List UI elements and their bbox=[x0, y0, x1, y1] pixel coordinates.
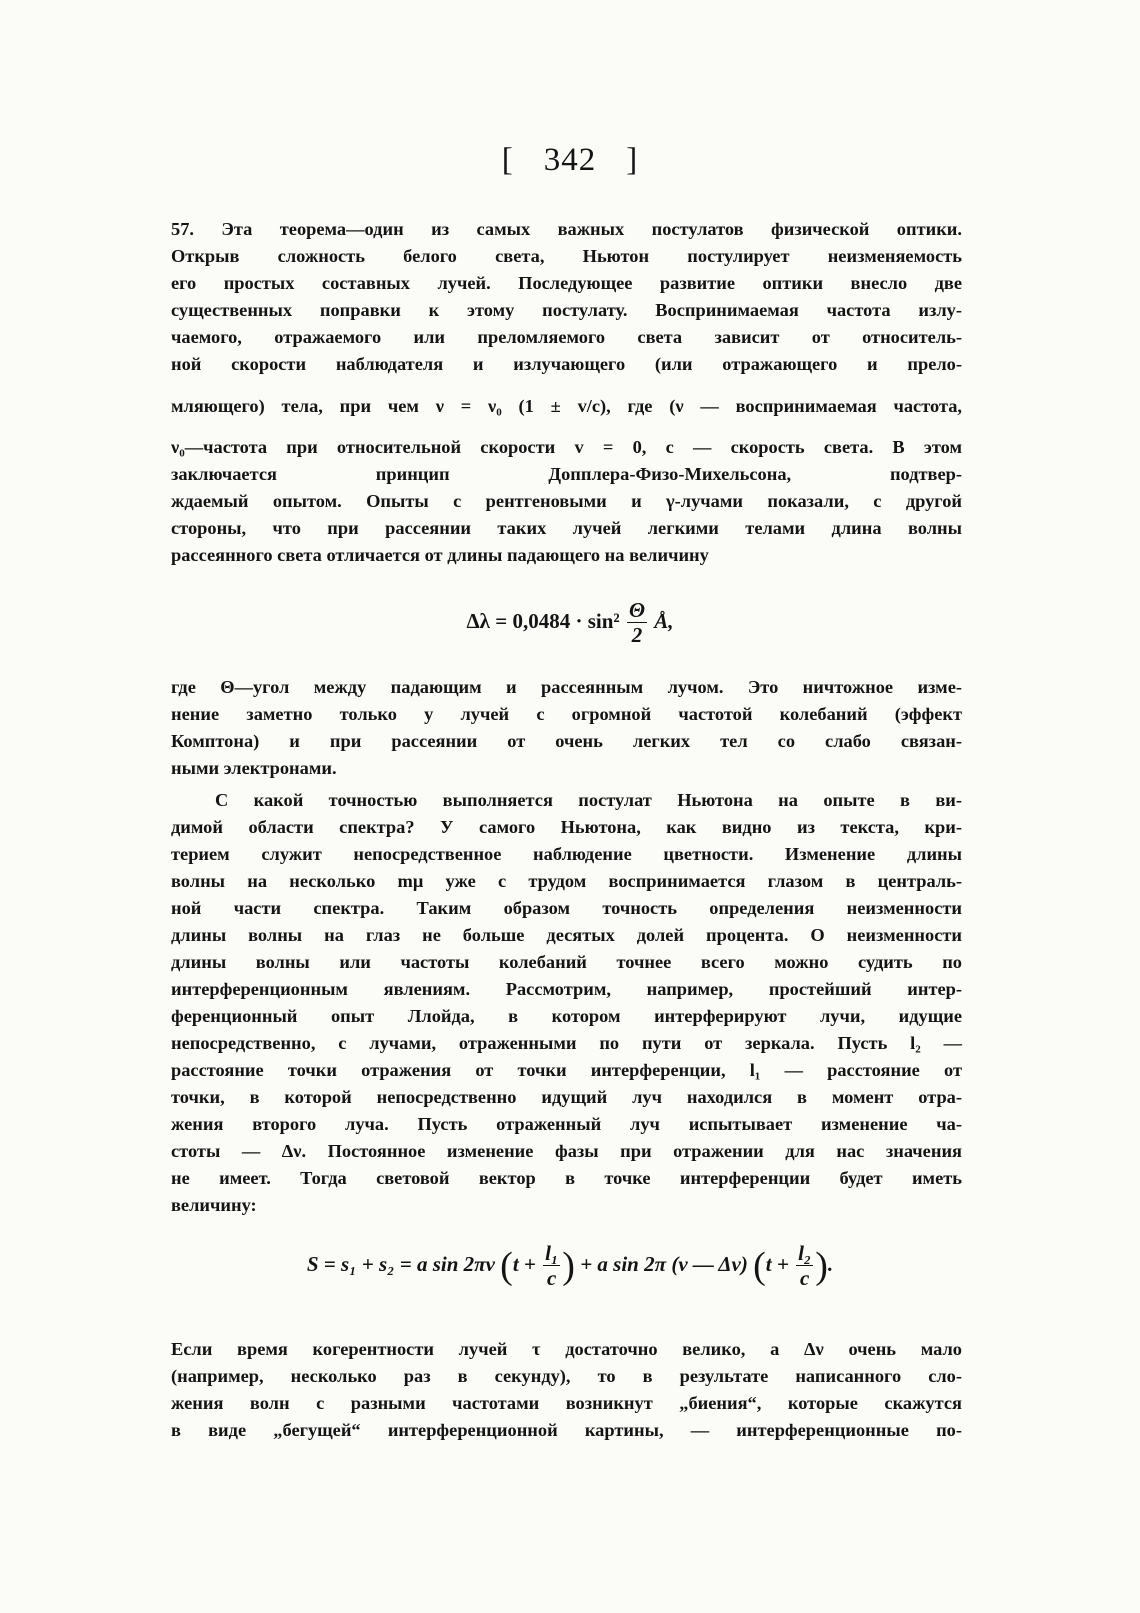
text-line: стороны, что при рассеянии таких лучей легкими телами длина волны bbox=[171, 518, 962, 538]
text-line: расстояние точки отражения от точки интерференции, l₁ — расстояние от bbox=[171, 1060, 962, 1080]
text-line: его простых составных лучей. Последующее развитие оптики внесло две bbox=[171, 273, 962, 293]
paragraph-4 bbox=[171, 1336, 962, 1444]
text-line: Открыв сложность белого света, Ньютон постулирует неизменяемость bbox=[171, 246, 962, 266]
text-line: ными электронами. bbox=[171, 758, 337, 778]
paren-open: ( bbox=[753, 1245, 766, 1287]
formula-light-vector bbox=[0, 1243, 1140, 1289]
text-line: ференционный опыт Ллойда, в котором интерферируют лучи, идущие bbox=[171, 1006, 962, 1026]
text-line: непосредственно, с лучами, отраженными по пути от зеркала. Пусть l₂ — bbox=[171, 1033, 962, 1053]
text-line: мляющего) тела, при чем ν = ν₀ (1 ± v/c), где (ν — воспринимаемая частота, bbox=[171, 396, 962, 416]
formula-compton-shift bbox=[0, 600, 1140, 646]
formula-unit: Å, bbox=[654, 608, 674, 633]
text-line: существенных поправки к этому постулату. Воспринимаемая частота излу- bbox=[171, 300, 962, 320]
text-line: (например, несколько раз в секунду), то в результате написанного сло- bbox=[171, 1366, 962, 1386]
formula-fraction bbox=[627, 600, 647, 646]
text-line: где Θ—угол между падающим и рассеянным лучом. Это ничтожное изме- bbox=[171, 677, 962, 697]
text-line: жения волн с разными частотами возникнут „биения“, которые скажутся bbox=[171, 1393, 962, 1413]
text-line: интерференционным явлениям. Рассмотрим, например, простейший интер- bbox=[171, 979, 962, 999]
text-line: длины волны или частоты колебаний точнее всего можно судить по bbox=[171, 952, 962, 972]
text-line: Комптона) и при рассеянии от очень легких тел со слабо связан- bbox=[171, 731, 962, 751]
paren-open: ( bbox=[500, 1245, 513, 1287]
text-line: С какой точностью выполняется постулат Ньютона на опыте в ви- bbox=[215, 790, 962, 810]
page-number-value: 342 bbox=[543, 142, 597, 178]
fraction-denominator: c bbox=[547, 1266, 557, 1290]
text-line: заключается принцип Допплера-Физо-Михельсона, подтвер- bbox=[171, 464, 962, 484]
bracket-right: ] bbox=[626, 142, 639, 178]
formula-end: . bbox=[827, 1251, 834, 1276]
fraction-numerator: l₂ bbox=[798, 1241, 812, 1265]
paren-close: ) bbox=[815, 1245, 828, 1287]
page-number bbox=[0, 142, 1140, 179]
text-line: волны на несколько mμ уже с трудом воспринимается глазом в централь- bbox=[171, 871, 962, 891]
formula-part-1: S = s₁ + s₂ = a sin 2πν bbox=[306, 1251, 495, 1276]
text-line: нение заметно только у лучей с огромной частотой колебаний (эффект bbox=[171, 704, 962, 724]
text-line: стоты — Δν. Постоянное изменение фазы при отражении для нас значения bbox=[171, 1141, 962, 1161]
text-line: 57. Эта теорема—один из самых важных постулатов физической оптики. bbox=[171, 219, 962, 239]
text-line: Если время когерентности лучей τ достаточно велико, а Δν очень мало bbox=[171, 1339, 962, 1359]
paragraph-1 bbox=[171, 216, 962, 569]
bracket-left: [ bbox=[501, 142, 514, 178]
text-line: величину: bbox=[171, 1195, 257, 1215]
text-line: ждаемый опытом. Опыты с рентгеновыми и γ-лучами показали, с другой bbox=[171, 491, 962, 511]
fraction-denominator: c bbox=[799, 1266, 810, 1290]
text-line: жения второго луча. Пусть отраженный луч испытывает изменение ча- bbox=[171, 1114, 962, 1134]
formula-part-2: + a sin 2π (ν — Δν) bbox=[580, 1251, 748, 1276]
formula-t-term: t + bbox=[512, 1251, 536, 1276]
formula-lhs: Δλ = 0,0484 · sin² bbox=[466, 608, 620, 633]
fraction-numerator: Θ bbox=[628, 598, 645, 622]
text-line: в виде „бегущей“ интерференционной картины, — интерференционные по- bbox=[171, 1420, 962, 1440]
fraction-numerator: l₁ bbox=[545, 1241, 559, 1265]
text-line: рассеянного света отличается от длины падающего на величину bbox=[171, 545, 709, 565]
text-line: чаемого, отражаемого или преломляемого света зависит от относитель- bbox=[171, 327, 962, 347]
formula-t-term: t + bbox=[765, 1251, 789, 1276]
text-line: не имеет. Тогда световой вектор в точке интерференции будет иметь bbox=[171, 1168, 962, 1188]
text-line: точки, в которой непосредственно идущий луч находился в момент отра- bbox=[171, 1087, 962, 1107]
fraction-denominator: 2 bbox=[631, 623, 643, 647]
formula-fraction-l2 bbox=[796, 1243, 813, 1289]
paren-close: ) bbox=[562, 1245, 575, 1287]
text-line: ной скорости наблюдателя и излучающего (или отражающего и прело- bbox=[171, 354, 962, 374]
text-line: ν₀—частота при относительной скорости v = 0, c — скорость света. В этом bbox=[171, 437, 962, 457]
paragraph-2 bbox=[171, 674, 962, 782]
text-line: ной части спектра. Таким образом точность определения неизменности bbox=[171, 898, 962, 918]
text-line: димой области спектра? У самого Ньютона, как видно из текста, кри- bbox=[171, 817, 962, 837]
paragraph-3 bbox=[171, 787, 962, 1219]
formula-fraction-l1 bbox=[543, 1243, 560, 1289]
text-line: терием служит непосредственное наблюдение цветности. Изменение длины bbox=[171, 844, 962, 864]
text-line: длины волны на глаз не больше десятых долей процента. О неизменности bbox=[171, 925, 962, 945]
